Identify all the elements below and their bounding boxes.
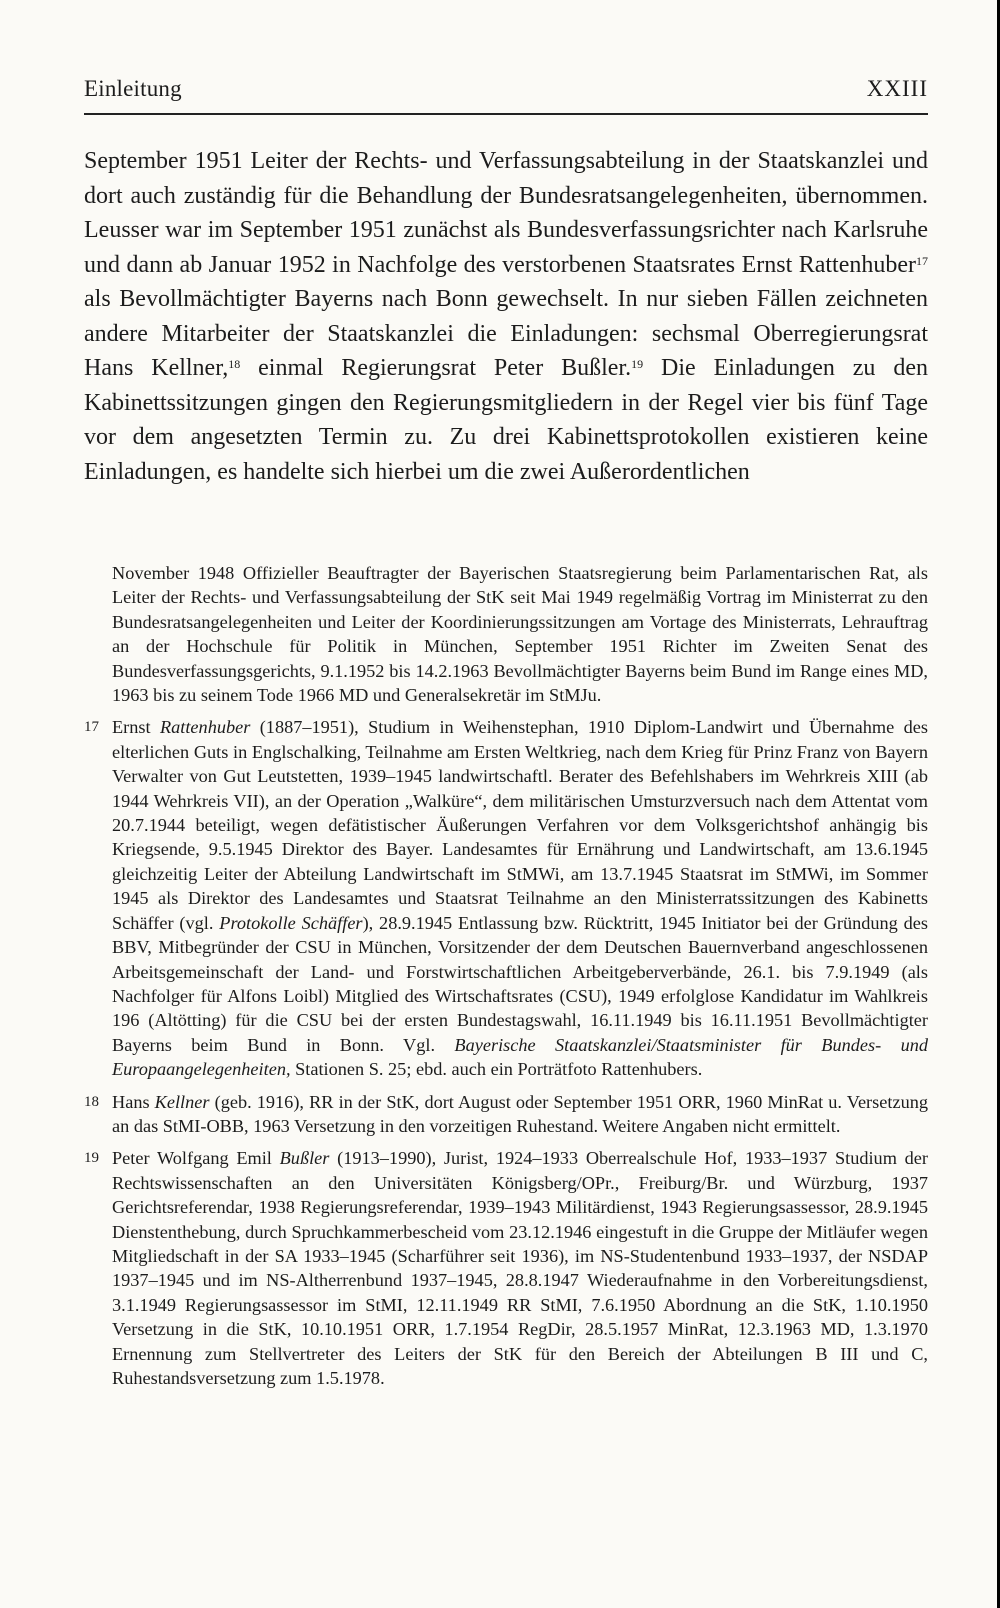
footnote-citation: Bayerische Staatskanzlei/Staatsminister für Bundes- und Europaangelegenheiten, (112, 1034, 928, 1080)
body-text-4: Die Einladungen zu den Kabinettssitzungen gingen den Regierungsmitgliedern in der Regel vier bis fünf Tage vor dem angesetzten Termin zu. Zu drei Kabinettsprotokollen existieren keine Einladungen, es handelte sich hierbei um die zwei Außerordentlichen (84, 355, 928, 485)
footnote-text: (1887–1951), Studium in Weihenstephan, 1910 Diplom-Landwirt und Übernahme des elterlichen Guts in Englschalking, Teilnahme am Ersten Weltkrieg, nach dem Krieg für Prinz Franz von Bayern Verwalter von Gut Leutstetten, 1939–1945 landwirtschaftl. Berater des Befehlshabers im Wehrkreis XIII (ab 1944 Wehrkreis VII), an der Operation „Walküre“, dem militärischen Umsturzversuch nach dem Attentat vom 20.7.1944 beteiligt, wegen defätistischer Äußerungen Verfahren vor dem Volksgerichtshof anhängig bis Kriegsende, 9.5.1945 Direktor des Bayer. Landesamtes für Ernährung und Landwirtschaft, am 13.6.1945 gleichzeitig Leiter der Abteilung Landwirtschaft im StMWi, am 13.7.1945 Staatsrat im StMWi, im Sommer 1945 als Direktor des Landesamtes und Staatsrat Teilnahme an den Ministerratssitzungen des Kabinetts Schäffer (vgl. (112, 717, 928, 933)
footnote-continuation-text: November 1948 Offizieller Beauftragter der Bayerischen Staatsregierung beim Parlamentarischen Rat, als Leiter der Rechts- und Verfassungsabteilung der StK seit Mai 1949 regelmäßig Vortrag im Ministerrat zu den Bundesratsangelegenheiten und Leiter der Koordinierungssitzungen am Vortage des Ministerrats, Lehrauftrag an der Hochschule für Politik in München, September 1951 Richter im Zweiten Senat des Bundesverfassungsgerichts, 9.1.1952 bis 14.2.1963 Bevollmächtigter Bayerns beim Bund im Range eines MD, 1963 bis zu seinem Tode 1966 MD und Generalsekretär im StMJu. (112, 563, 928, 706)
footnote-text: Ernst (112, 717, 160, 738)
footnote-text: (geb. 1916), RR in der StK, dort August oder September 1951 ORR, 1960 MinRat u. Versetzung an das StMI-OBB, 1963 Versetzung in den vorzeitigen Ruhestand. Weitere Angaben nicht ermittelt. (112, 1091, 928, 1136)
footnotes (84, 561, 928, 1398)
footnote-ref-17[interactable]: 17 (916, 253, 928, 268)
footnote-text: Stationen S. 25; ebd. auch ein Porträtfoto Rattenhubers. (290, 1059, 703, 1080)
footnote-person-name: Bußler (279, 1148, 330, 1169)
body-text-3: einmal Regierungsrat Peter Bußler. (240, 355, 632, 381)
header-rule (84, 113, 928, 115)
footnote-19 (84, 1146, 928, 1390)
footnote-text: (1913–1990), Jurist, 1924–1933 Oberrealschule Hof, 1933–1937 Studium der Rechtswissenschaften an den Universitäten Königsberg/OPr., Freiburg/Br. und Würzburg, 1937 Gerichtsreferendar, 1938 Regierungsreferendar, 1939–1943 Militärdienst, 1943 Regierungsassessor, 28.9.1945 Dienstenthebung, durch Spruchkammerbescheid vom 23.12.1946 eingestuft in die Gruppe der Mitläufer wegen Mitgliedschaft in der SA 1933–1945 (Scharführer seit 1936), im NS-Studentenbund 1933–1937, der NSDAP 1937–1945 und im NS-Altherrenbund 1937–1945, 28.8.1947 Wiederaufnahme in den Vorbereitungsdienst, 3.1.1949 Regierungsassessor im StMI, 12.11.1949 RR StMI, 7.6.1950 Abordnung an die StK, 1.10.1950 Versetzung in die StK, 10.10.1951 ORR, 1.7.1954 RegDir, 28.5.1957 MinRat, 12.3.1963 MD, 1.3.1970 Ernennung zum Stellvertreter des Leiters der StK für den Bereich der Abteilungen B III und C, Ruhestandsversetzung zum 1.5.1978. (112, 1148, 929, 1388)
body-text-1: September 1951 Leiter der Rechts- und Verfassungsabteilung in der Staatskanzlei und dort auch zuständig für die Behandlung der Bundesratsangelegenheiten, übernommen. Leusser war im September 1951 zunächst als Bundesverfassungsrichter nach Karlsruhe und dann ab Januar 1952 in Nachfolge des verstorbenen Staatsrates Ernst Rattenhuber (84, 148, 928, 278)
page-number: XXIII (866, 76, 928, 101)
footnote-number: 18 (84, 1093, 99, 1110)
footnote-ref-19[interactable]: 19 (631, 356, 644, 371)
body-text-2: als Bevollmächtigter Bayerns nach Bonn gewechselt. In nur sieben Fällen zeichneten andere Mitarbeiter der Staatskanzlei die Einladungen: sechsmal Oberregierungsrat Hans Kellner, (84, 286, 928, 381)
footnote-number: 19 (84, 1150, 99, 1167)
running-header (84, 76, 928, 102)
footnote-citation: Protokolle Schäffer (219, 912, 363, 933)
footnote-text: Hans (112, 1091, 155, 1112)
footnote-text: ), 28.9.1945 Entlassung bzw. Rücktritt, 1945 Initiator bei der Gründung des BBV, Mitbegründer der CSU in München, Vorsitzender der dem Deutschen Bauernverband angeschlossenen Arbeitsgemeinschaft der Land- und Forstwirtschaftlichen Arbeitgeberverbände, 26.1. bis 7.9.1949 (als Nachfolger für Alfons Loibl) Mitglied des Wirtschaftsrates (CSU), 1949 erfolglose Kandidatur im Wahlkreis 196 (Altötting) für die CSU bei der ersten Bundestagswahl, 16.11.1949 bis 16.11.1951 Bevollmächtigter Bayerns beim Bund in Bonn. Vgl. (112, 912, 929, 1055)
footnote-person-name: Kellner (154, 1091, 210, 1112)
footnote-continuation (84, 561, 928, 707)
body-paragraph (84, 144, 928, 489)
footnote-ref-18[interactable]: 18 (228, 356, 241, 371)
footnote-text: Peter Wolfgang Emil (112, 1148, 280, 1169)
footnote-number: 17 (84, 719, 99, 736)
footnote-person-name: Rattenhuber (159, 717, 251, 738)
section-title: Einleitung (84, 76, 182, 101)
footnote-18 (84, 1090, 928, 1139)
footnote-17 (84, 715, 928, 1081)
